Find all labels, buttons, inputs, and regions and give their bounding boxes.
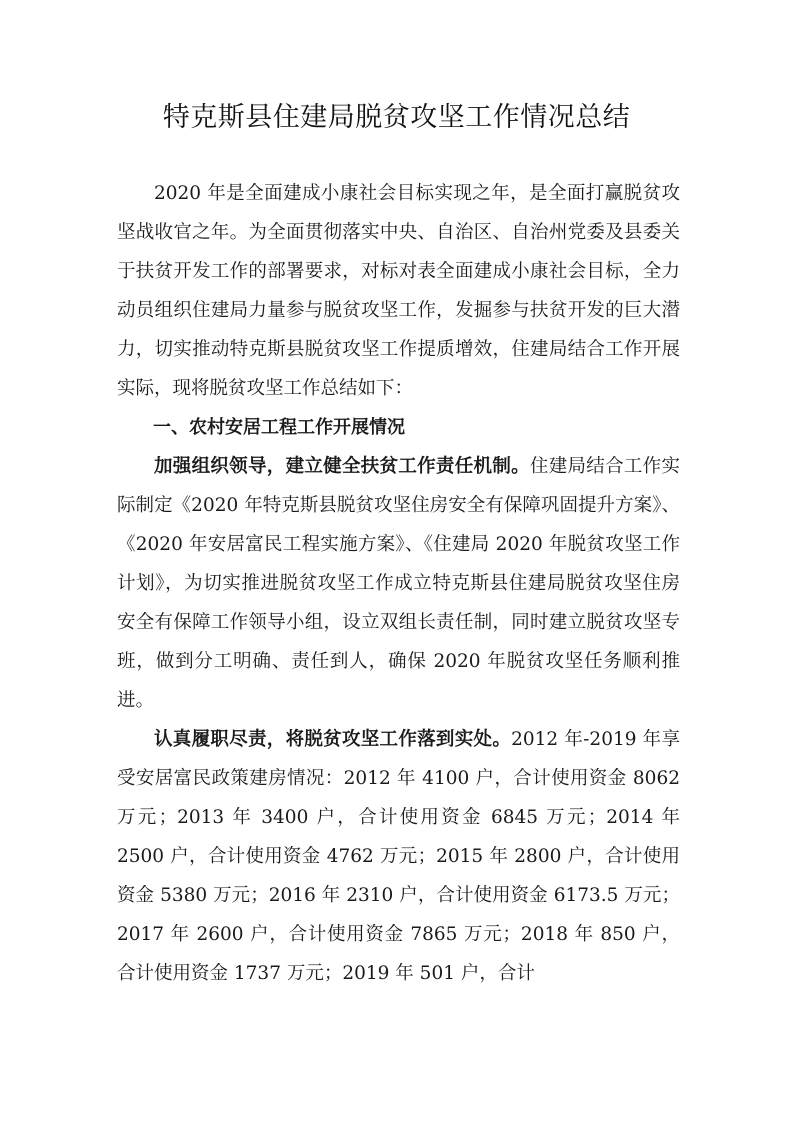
intro-paragraph: 2020 年是全面建成小康社会目标实现之年，是全面打赢脱贫攻坚战收官之年。为全面贯彻落实中央、自治区、自治州党委及县委关于扶贫开发工作的部署要求，对标对表全面建成小康社会目标，全力动员组织住建局力量参与脱贫攻坚工作，发掘参与扶贫开发的巨大潜力，切实推动特克斯县脱贫攻坚工作提质增效，住建局结合工作开展实际，现将脱贫攻坚工作总结如下：	[117, 183, 680, 399]
paragraph-organization	[117, 447, 680, 720]
document-title: 特克斯县住建局脱贫攻坚工作情况总结	[162, 102, 631, 133]
paragraph-lead: 加强组织领导，建立健全扶贫工作责任机制。	[154, 456, 530, 477]
paragraph-implementation	[117, 720, 680, 993]
document-body	[117, 174, 680, 993]
section-heading: 一、农村安居工程工作开展情况	[153, 417, 405, 438]
paragraph-text: 住建局结合工作实际制定《2020 年特克斯县脱贫攻坚住房安全有保障巩固提升方案》、《2020 年安居富民工程实施方案》、《住建局 2020 年脱贫攻坚工作计划》，为切实推进脱贫攻坚工作成立特克斯县住建局脱贫攻坚住房安全有保障工作领导小组，设立双组长责任制，同时建立脱贫攻坚专班，做到分工明确、责任到人，确保 2020 年脱贫攻坚任务顺利推进。	[117, 456, 680, 711]
paragraph-lead: 认真履职尽责，将脱贫攻坚工作落到实处。	[154, 729, 512, 750]
paragraph-text: 2012 年-2019 年享受安居富民政策建房情况：2012 年 4100 户，合计使用资金 8062 万元；2013 年 3400 户，合计使用资金 6845 万元；2014 年 2500 户，合计使用资金 4762 万元；2015 年 2800 户，合计使用资金 5380 万元；2016 年 2310 户，合计使用资金 6173.5 万元；2017 年 2600 户，合计使用资金 7865 万元；2018 年 850 户，合计使用资金 1737 万元；2019 年 501 户，合计	[117, 729, 680, 984]
